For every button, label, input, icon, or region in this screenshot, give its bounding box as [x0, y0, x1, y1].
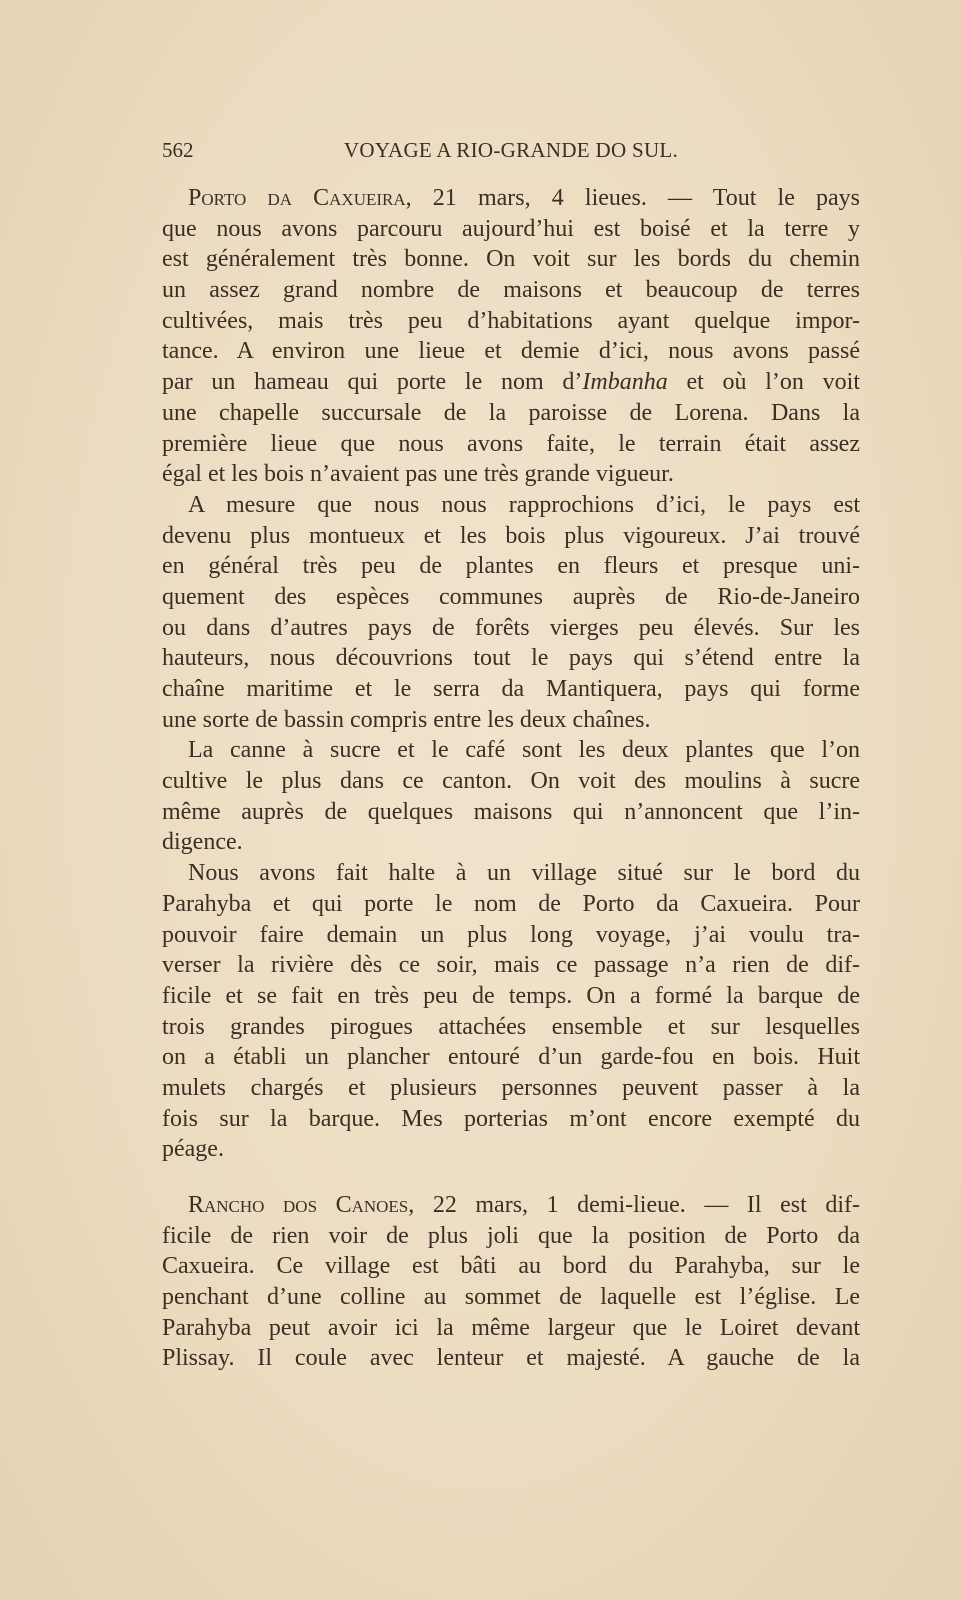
- text-segment: cultive le plus dans ce canton. On voit des moulins à sucre: [162, 768, 860, 795]
- italic-place-name: Imbanha: [582, 369, 668, 396]
- text-line: [162, 827, 860, 858]
- paragraph: [162, 1190, 860, 1374]
- text-line: [162, 1042, 860, 1073]
- text-line: [162, 275, 860, 306]
- text-line: [162, 705, 860, 736]
- text-line: [162, 1221, 860, 1252]
- text-segment: Plissay. Il coule avec lenteur et majesté. A gauche de la: [162, 1345, 860, 1372]
- running-title: VOYAGE A RIO-GRANDE DO SUL.: [343, 138, 679, 162]
- text-segment: fois sur la barque. Mes porterias m’ont encore exempté du: [162, 1105, 860, 1132]
- text-segment: verser la rivière dès ce soir, mais ce passage n’a rien de dif-: [162, 952, 860, 979]
- text-line: [162, 766, 860, 797]
- text-line: [162, 1190, 860, 1221]
- text-line: [162, 613, 860, 644]
- text-segment: est généralement très bonne. On voit sur les bords du chemin: [162, 246, 860, 273]
- text-line: [162, 244, 860, 275]
- text-line: [162, 1073, 860, 1104]
- text-segment: un assez grand nombre de maisons et beaucoup de terres: [162, 277, 860, 304]
- text-line: [162, 429, 860, 460]
- text-segment: par un hameau qui porte le nom d’: [162, 369, 583, 396]
- text-segment: quement des espèces communes auprès de Rio-de-Janeiro: [162, 583, 860, 610]
- paragraph: [162, 858, 860, 1165]
- text-segment: on a établi un plancher entouré d’un garde-fou en bois. Huit: [162, 1044, 860, 1071]
- text-line: [162, 797, 860, 828]
- text-line: [162, 735, 860, 766]
- text-line: [162, 490, 860, 521]
- text-segment: Parahyba peut avoir ici la même largeur que le Loiret devant: [162, 1314, 860, 1341]
- text-segment: ou dans d’autres pays de forêts vierges peu élevés. Sur les: [162, 614, 860, 641]
- text-block-entry-22-mars: [162, 1190, 860, 1374]
- entry-place-heading: Porto da Caxueira: [188, 185, 406, 211]
- text-line: [162, 398, 860, 429]
- text-segment: tance. A environ une lieue et demie d’ici, nous avons passé: [162, 338, 860, 365]
- text-segment: une sorte de bassin compris entre les deux chaînes.: [162, 706, 651, 733]
- paragraph: [162, 490, 860, 736]
- text-line: [162, 674, 860, 705]
- text-line: [162, 1251, 860, 1282]
- text-segment: chaîne maritime et le serra da Mantiquera, pays qui forme: [162, 676, 860, 702]
- text-segment: même auprès de quelques maisons qui n’annoncent que l’in-: [162, 798, 860, 825]
- text-segment: penchant d’une colline au sommet de laquelle est l’église. Le: [162, 1284, 860, 1311]
- text-segment: cultivées, mais très peu d’habitations ayant quelque impor-: [162, 307, 860, 334]
- text-segment: Caxueira. Ce village est bâti au bord du Parahyba, sur le: [162, 1253, 860, 1280]
- page-header: [162, 138, 860, 164]
- text-segment: devenu plus montueux et les bois plus vigoureux. J’ai trouvé: [162, 522, 860, 549]
- text-line: [162, 183, 860, 214]
- text-segment: en général très peu de plantes en fleurs et presque uni-: [162, 553, 860, 580]
- text-segment: Nous avons fait halte à un village situé sur le bord du: [188, 860, 860, 887]
- text-line: [162, 306, 860, 337]
- text-line: [162, 367, 860, 398]
- text-segment: trois grandes pirogues attachées ensemble et sur lesquelles: [162, 1013, 860, 1040]
- text-segment: hauteurs, nous découvrions tout le pays qui s’étend entre la: [162, 645, 860, 672]
- text-segment: ficile de rien voir de plus joli que la position de Porto da: [162, 1222, 860, 1249]
- text-segment: péage.: [162, 1136, 224, 1163]
- text-line: [162, 214, 860, 245]
- text-line: [162, 1343, 860, 1374]
- text-segment: première lieue que nous avons faite, le terrain était assez: [162, 430, 860, 457]
- text-segment: que nous avons parcouru aujourd’hui est boisé et la terre y: [162, 215, 860, 242]
- text-segment: égal et les bois n’avaient pas une très grande vigueur.: [162, 461, 674, 488]
- text-line: [162, 1134, 860, 1165]
- text-line: [162, 1282, 860, 1313]
- text-line: [162, 1012, 860, 1043]
- entry-place-heading: Rancho dos Canoes: [188, 1192, 409, 1218]
- text-line: [162, 643, 860, 674]
- text-segment: et où l’on voit: [667, 369, 860, 396]
- text-line: [162, 336, 860, 367]
- text-segment: pouvoir faire demain un plus long voyage, j’ai voulu tra-: [162, 921, 860, 948]
- text-segment: A mesure que nous nous rapprochions d’ici, le pays est: [188, 491, 860, 518]
- page-number: 562: [162, 138, 194, 162]
- text-line: [162, 582, 860, 613]
- text-line: [162, 950, 860, 981]
- text-segment: , 22 mars, 1 demi-lieue. — Il est dif-: [408, 1192, 860, 1218]
- text-line: [162, 1104, 860, 1135]
- text-block-entry-21-mars: [162, 183, 860, 1165]
- paragraph: [162, 735, 860, 858]
- text-line: [162, 920, 860, 951]
- text-line: [162, 521, 860, 552]
- text-segment: digence.: [162, 829, 243, 856]
- text-segment: Parahyba et qui porte le nom de Porto da Caxueira. Pour: [162, 890, 860, 917]
- text-line: [162, 459, 860, 490]
- text-segment: La canne à sucre et le café sont les deux plantes que l’on: [188, 737, 860, 764]
- text-line: [162, 981, 860, 1012]
- text-segment: ficile et se fait en très peu de temps. On a formé la barque de: [162, 982, 860, 1009]
- text-line: [162, 889, 860, 920]
- text-line: [162, 858, 860, 889]
- text-segment: mulets chargés et plusieurs personnes peuvent passer à la: [162, 1074, 860, 1101]
- paragraph: [162, 183, 860, 490]
- text-segment: une chapelle succursale de la paroisse de Lorena. Dans la: [162, 399, 860, 426]
- text-line: [162, 1313, 860, 1344]
- text-line: [162, 551, 860, 582]
- text-segment: , 21 mars, 4 lieues. — Tout le pays: [405, 185, 860, 211]
